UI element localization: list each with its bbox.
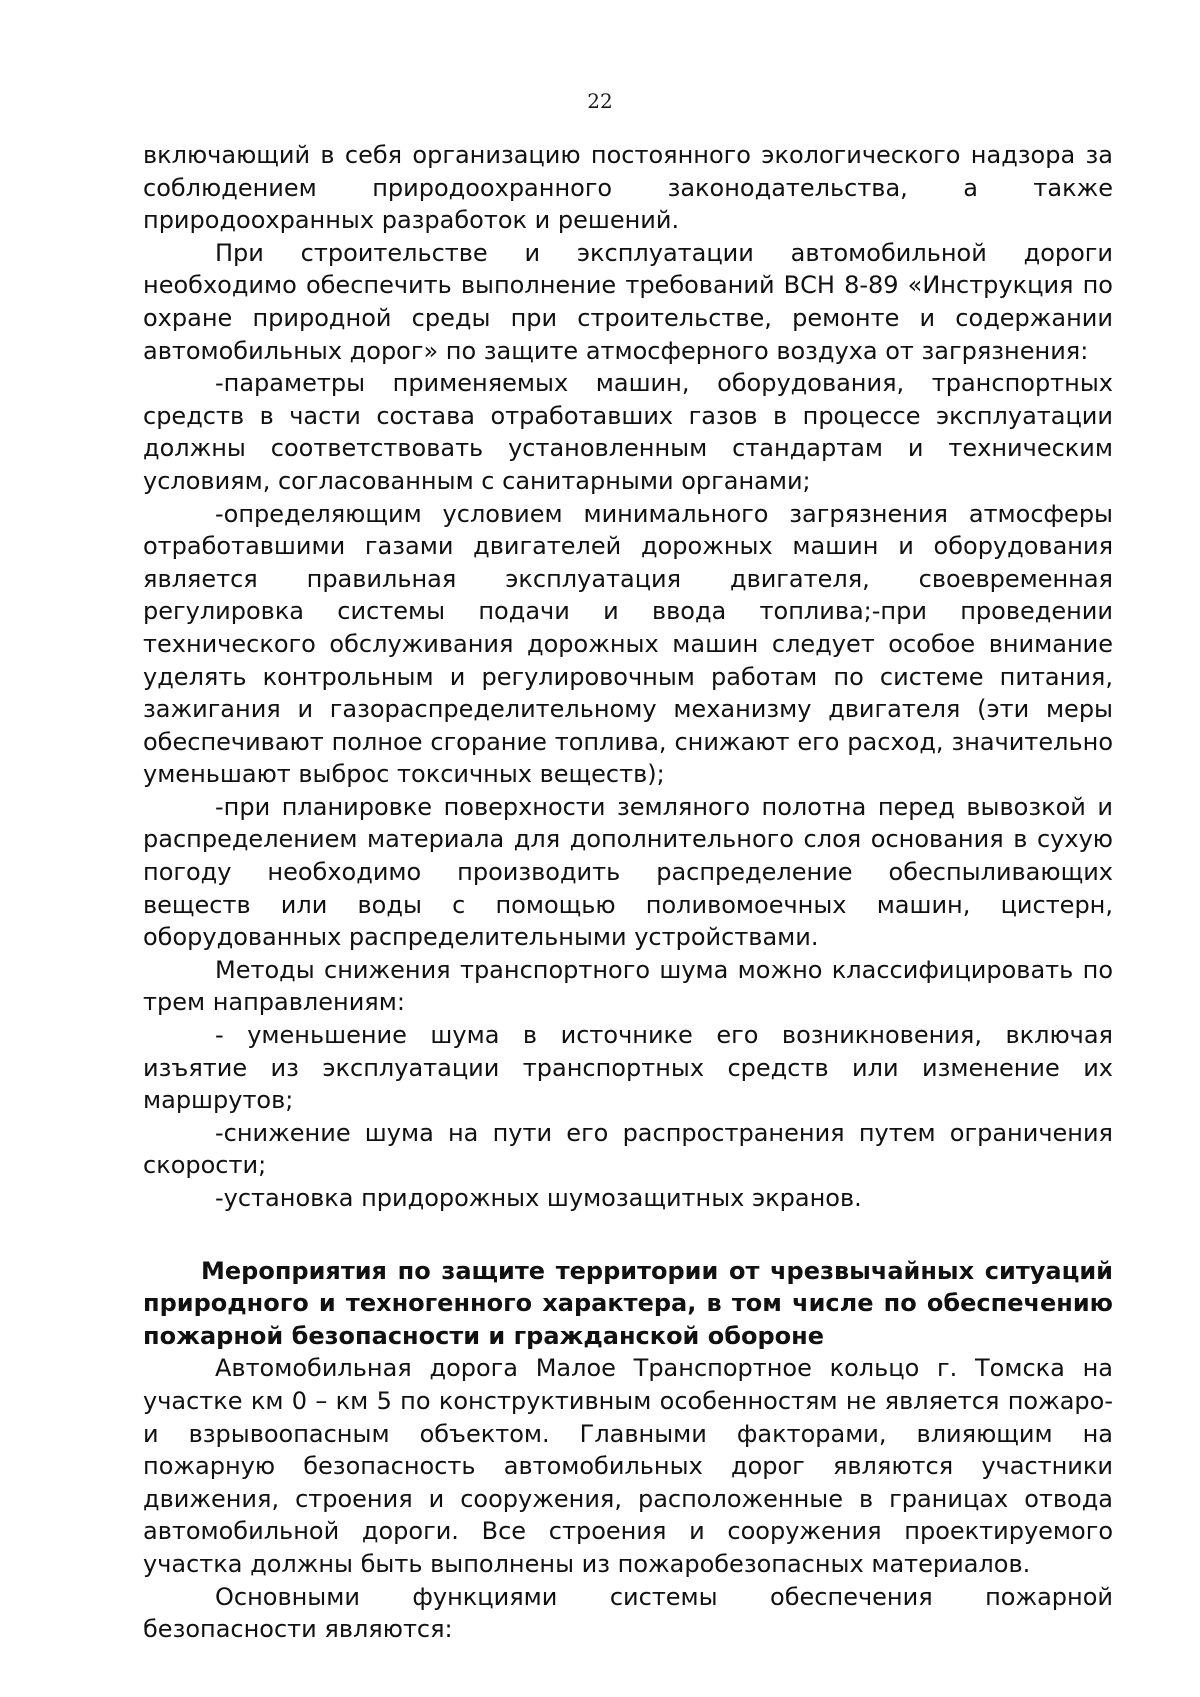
- paragraph-road-fire-safety: Автомобильная дорога Малое Транспортное кольцо г. Томска на участке км 0 – км 5 по конструктивным особенностям не является пожаро- и взрывоопасным объектом. Главными факторами, влияющим на пожарную безопасность автомобильных дорог являются участники движения, строения и сооружения, расположенные в границах отвода автомобильной дороги. Все строения и сооружения проектируемого участка должны быть выполнены из пожаробезопасных материалов.: [143, 1354, 1113, 1578]
- paragraph-noise-source: - уменьшение шума в источнике его возникновения, включая изъятие из эксплуатации транспортных средств или изменение их маршрутов;: [143, 1021, 1113, 1115]
- paragraph-noise-path: -снижение шума на пути его распространения путем ограничения скорости;: [143, 1118, 1113, 1180]
- paragraph-continuation: включающий в себя организацию постоянного экологического надзора за соблюдением природоохранного законодательства, а также природоохранных разработок и решений.: [143, 141, 1113, 235]
- paragraph-fire-system-functions: Основными функциями системы обеспечения пожарной безопасности являются:: [143, 1582, 1113, 1644]
- paragraph-noise-screens: -установка придорожных шумозащитных экранов.: [215, 1184, 862, 1212]
- paragraph-dust-suppression: -при планировке поверхности земляного полотна перед вывозкой и распределением материала для дополнительного слоя основания в сухую погоду необходимо производить распределение обеспыливающих веществ или воды с помощью поливомоечных машин, цистерн, оборудованных распределительными устройствами.: [143, 792, 1113, 952]
- paragraph-machine-parameters: -параметры применяемых машин, оборудования, транспортных средств в части состава отработавших газов в процессе эксплуатации должны соответствовать установленным стандартам и техническим условиям, согласованным с санитарными органами;: [143, 369, 1113, 495]
- page-number: 22: [587, 89, 613, 113]
- paragraph-noise-methods: Методы снижения транспортного шума можно классифицировать по трем направлениям:: [143, 955, 1113, 1017]
- paragraph-requirements-intro: При строительстве и эксплуатации автомобильной дороги необходимо обеспечить выполнение требований ВСН 8-89 «Инструкция по охране природной среды при строительстве, ремонте и содержании автомобильных дорог» по защите атмосферного воздуха от загрязнения:: [143, 238, 1113, 365]
- document-body: [143, 139, 1113, 1646]
- paragraph-engine-operation: -определяющим условием минимального загрязнения атмосферы отработавшими газами двигателей дорожных машин и оборудования является правильная эксплуатация двигателя, своевременная регулировка системы подачи и ввода топлива;-при проведении технического обслуживания дорожных машин следует особое внимание уделять контрольным и регулировочным работам по системе питания, зажигания и газораспределительному механизму двигателя (эти меры обеспечивают полное сгорание топлива, снижают его расход, значительно уменьшают выброс токсичных веществ);: [143, 499, 1113, 789]
- section-heading: Мероприятия по защите территории от чрезвычайных ситуаций природного и техногенного характера, в том числе по обеспечению пожарной безопасности и гражданской обороне: [143, 1256, 1113, 1350]
